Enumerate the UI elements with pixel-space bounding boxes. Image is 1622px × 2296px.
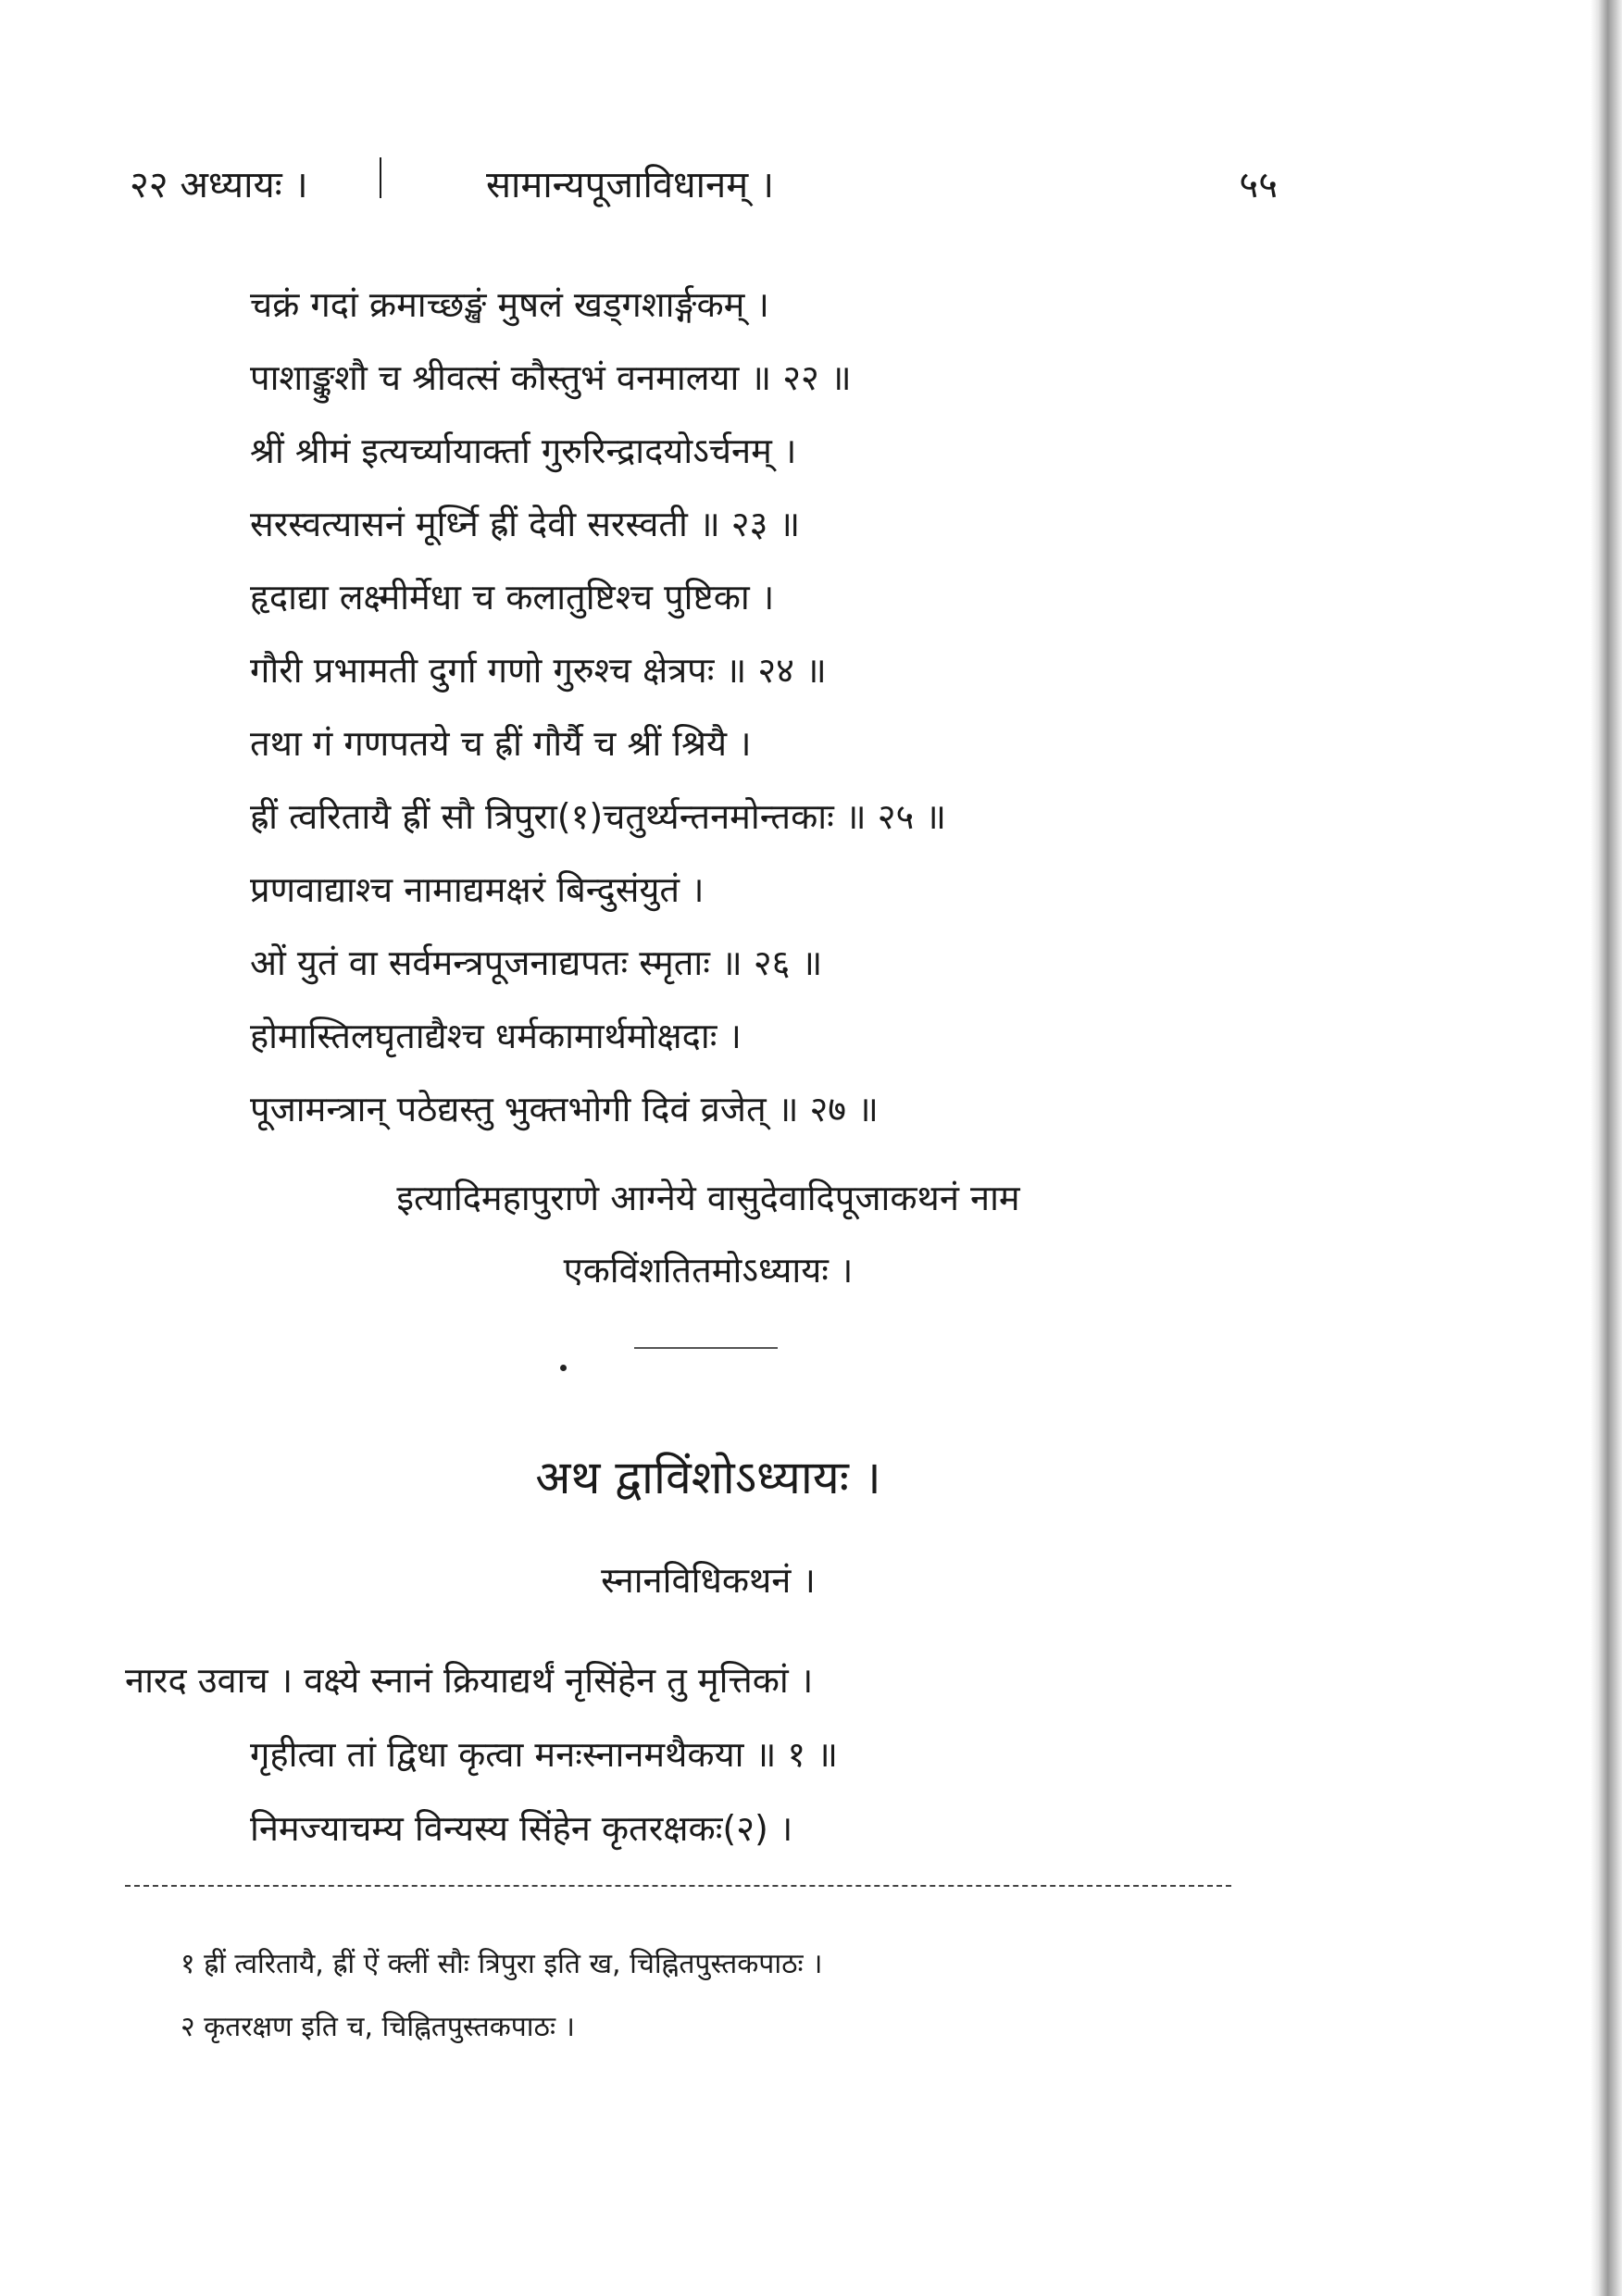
verse-line: पाशाङ्कुशौ च श्रीवत्सं कौस्तुभं वनमालया ॥ २२ ॥: [250, 357, 852, 398]
header-title: सामान्यपूजाविधानम् ।: [486, 164, 774, 206]
verse-line: सरस्वत्यासनं मूर्ध्नि ह्रीं देवी सरस्वती ॥ २३ ॥: [250, 504, 801, 544]
chapter-subtitle: स्नानविधिकथनं ।: [601, 1560, 816, 1601]
verse-line: निमज्याचम्य विन्यस्य सिंहेन कृतरक्षकः(२) ।: [250, 1808, 793, 1849]
page-number: ५५: [1239, 164, 1278, 206]
footnotes: [181, 1933, 1245, 2059]
chapter-title: अथ द्वाविंशोऽध्यायः ।: [535, 1451, 881, 1504]
verse-line: गौरी प्रभामती दुर्गा गणो गुरुश्च क्षेत्रपः ॥ २४ ॥: [250, 650, 827, 691]
header-divider: [380, 157, 381, 198]
verse-line: श्रीं श्रीमं इत्यर्च्यायार्क्ता गुरुरिन्द्रादयोऽर्चनम् ।: [250, 430, 797, 471]
verse-line: पूजामन्त्रान् पठेद्यस्तु भुक्तभोगी दिवं व्रजेत् ॥ २७ ॥: [250, 1089, 879, 1129]
footnote: १ ह्रीं त्वरितायै, ह्रीं ऐं क्लीं सौः त्रिपुरा इति ख, चिह्नितपुस्तकपाठः ।: [181, 1948, 823, 1980]
colophon-line: इत्यादिमहापुराणे आग्नेये वासुदेवादिपूजाकथनं नाम: [396, 1178, 1020, 1218]
verse-line: होमास्तिलघृताद्यैश्च धर्मकामार्थमोक्षदाः ।: [250, 1016, 742, 1056]
scan-edge-shadow: [1591, 0, 1622, 2296]
verse-block: [250, 268, 1268, 1146]
verse-line: हृदाद्या लक्ष्मीर्मेधा च कलातुष्टिश्च पुष्टिका ।: [250, 577, 775, 618]
colophon-line: एकविंशतितमोऽध्यायः ।: [563, 1250, 854, 1291]
verse-line: ओं युतं वा सर्वमन्त्रपूजनाद्यपतः स्मृताः ॥ २६ ॥: [250, 942, 823, 983]
footnote-rule: [125, 1885, 1231, 1887]
running-header: [130, 157, 1278, 213]
verse-line: चक्रं गदां क्रमाच्छङ्खं मुषलं खड्गशार्ङ्गकम् ।: [250, 284, 769, 325]
chapter-colophon: [176, 1162, 1241, 1306]
verse-line: गृहीत्वा तां द्विधा कृत्वा मनःस्नानमथैकया ॥ १ ॥: [250, 1734, 839, 1775]
verse-line: प्रणवाद्याश्च नामाद्यमक्षरं बिन्दुसंयुतं ।: [250, 869, 705, 910]
verse-line: तथा गं गणपतये च ह्रीं गौर्यै च श्रीं श्रियै ।: [250, 723, 752, 764]
ornament-dot: [560, 1365, 567, 1371]
verse-line: नारद उवाच । वक्ष्ये स्नानं क्रियाद्यर्थं नृसिंहेन तु मृत्तिकां ।: [125, 1660, 814, 1701]
new-chapter-text: [125, 1643, 1236, 1866]
verse-line: ह्रीं त्वरितायै ह्रीं सौ त्रिपुरा(१)चतुर्थ्यन्तनमोन्तकाः ॥ २५ ॥: [250, 796, 947, 837]
section-divider: [634, 1347, 778, 1349]
header-chapter-label: २२ अध्यायः ।: [130, 164, 308, 206]
footnote: २ कृतरक्षण इति च, चिह्नितपुस्तकपाठः ।: [181, 2011, 575, 2043]
